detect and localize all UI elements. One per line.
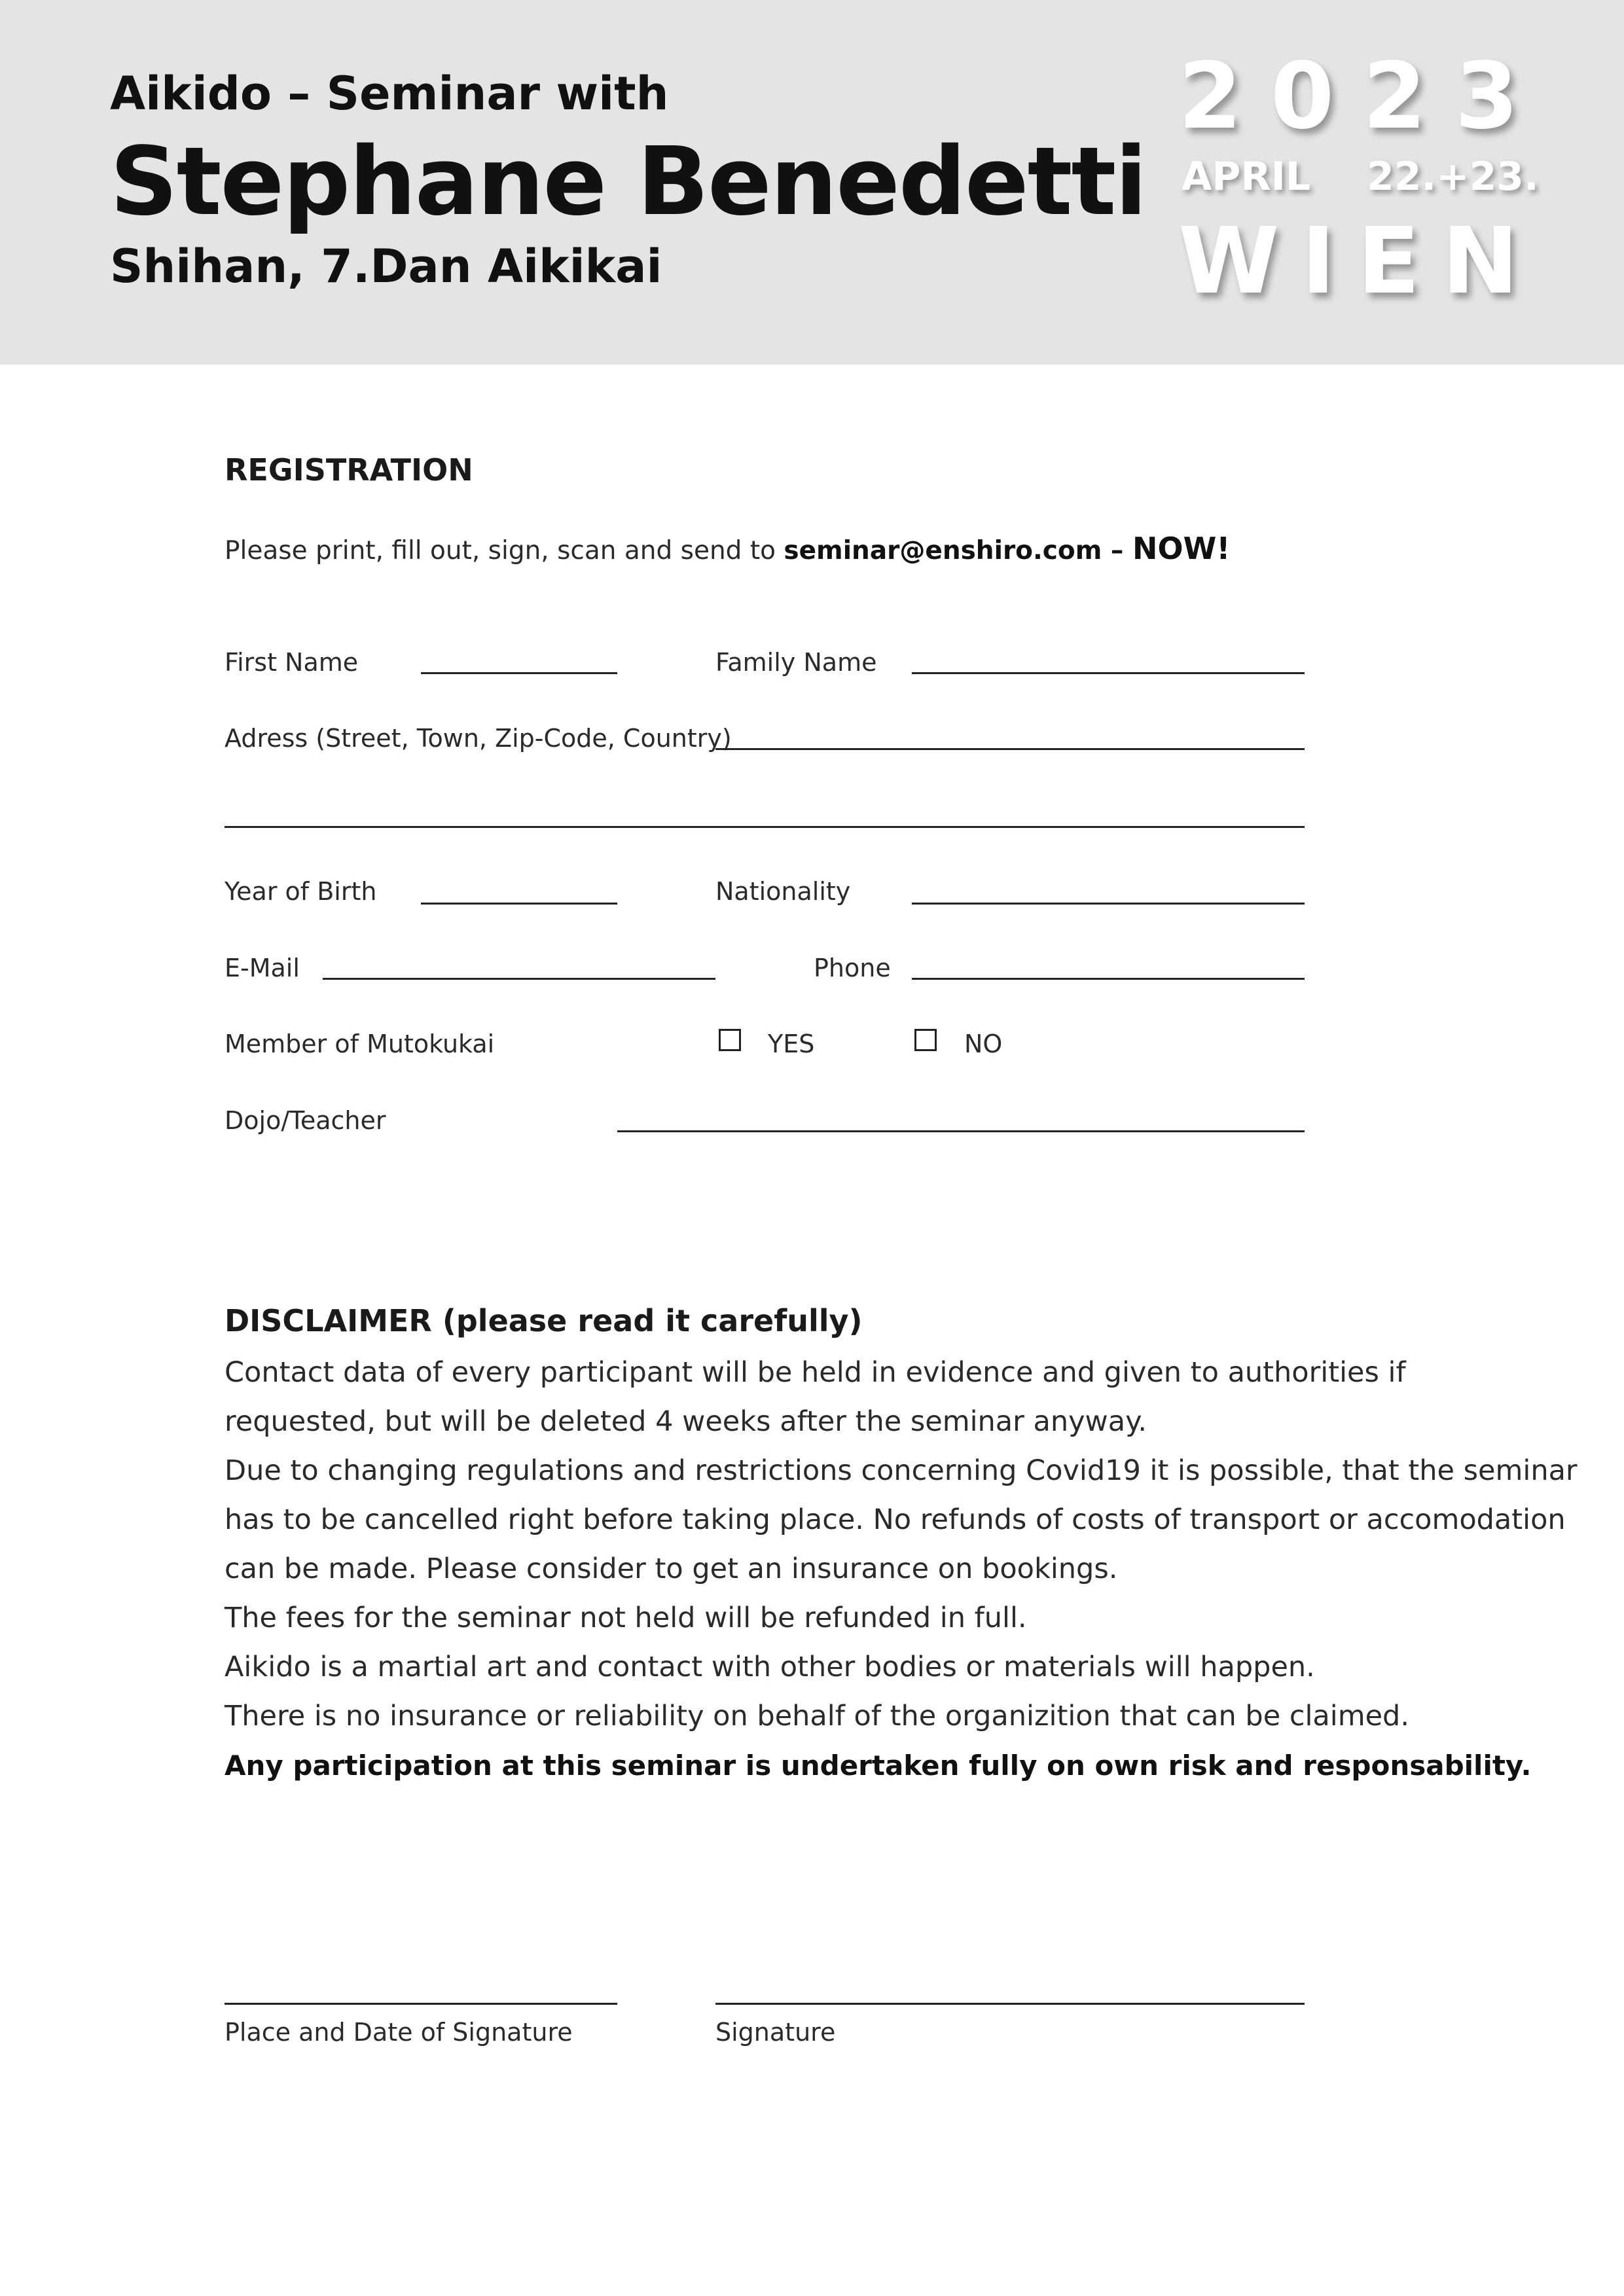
dojo-label: Dojo/Teacher: [225, 1106, 386, 1135]
year-of-birth-label: Year of Birth: [225, 877, 377, 906]
member-yes-checkbox[interactable]: [719, 1029, 741, 1051]
disclaimer-body: [225, 1348, 1578, 1790]
instruction-dash: –: [1102, 536, 1132, 565]
phone-label: Phone: [814, 954, 891, 982]
year-of-birth-field[interactable]: [421, 903, 617, 905]
event-days: 22.+23.: [1367, 154, 1539, 200]
instructor-rank: Shihan, 7.Dan Aikikai: [110, 240, 662, 293]
family-name-field[interactable]: [912, 672, 1305, 674]
header-banner: [0, 0, 1624, 365]
event-month: APRIL: [1182, 154, 1311, 200]
now-label: NOW!: [1132, 531, 1231, 566]
disclaimer-final-line: Any participation at this seminar is undertaken fully on own risk and responsability.: [225, 1749, 1532, 1782]
disclaimer-line: The fees for the seminar not held will be refunded in full.: [225, 1602, 1027, 1634]
instruction-text: Please print, fill out, sign, scan and send to: [225, 536, 784, 565]
contact-email: seminar@enshiro.com: [784, 536, 1102, 565]
place-date-label: Place and Date of Signature: [225, 2018, 573, 2047]
signature-label: Signature: [715, 2018, 836, 2047]
disclaimer-line: Aikido is a martial art and contact with other bodies or materials will happen.: [225, 1651, 1315, 1683]
dojo-field[interactable]: [617, 1130, 1305, 1132]
instructor-name: Stephane Benedetti: [110, 126, 1146, 236]
year-digit: 0: [1270, 43, 1335, 150]
place-date-field[interactable]: [225, 2003, 617, 2005]
year-digit: 3: [1454, 43, 1519, 150]
nationality-label: Nationality: [715, 877, 851, 906]
city-letter: E: [1357, 208, 1420, 315]
signature-field[interactable]: [715, 2003, 1305, 2005]
disclaimer-line: has to be cancelled right before taking place. No refunds of costs of transport or accomodation: [225, 1503, 1566, 1536]
disclaimer-line: There is no insurance or reliability on behalf of the organizition that can be claimed.: [225, 1700, 1410, 1732]
member-no-checkbox[interactable]: [914, 1029, 937, 1051]
year-digit: 2: [1362, 43, 1427, 150]
seminar-pretitle: Aikido – Seminar with: [110, 67, 669, 120]
member-yes-label: YES: [768, 1030, 815, 1058]
event-city: [1178, 208, 1519, 315]
phone-field[interactable]: [912, 978, 1305, 980]
event-year: [1178, 43, 1519, 150]
city-letter: I: [1301, 208, 1336, 315]
disclaimer-line: requested, but will be deleted 4 weeks after the seminar anyway.: [225, 1405, 1147, 1438]
address-field-line-2[interactable]: [225, 826, 1305, 828]
family-name-label: Family Name: [715, 648, 877, 677]
address-field[interactable]: [715, 748, 1305, 750]
address-label: Adress (Street, Town, Zip-Code, Country): [225, 724, 732, 753]
year-digit: 2: [1178, 43, 1242, 150]
first-name-label: First Name: [225, 648, 359, 677]
disclaimer-line: can be made. Please consider to get an insurance on bookings.: [225, 1552, 1118, 1585]
city-letter: N: [1441, 208, 1519, 315]
member-label: Member of Mutokukai: [225, 1030, 495, 1058]
registration-instructions: [225, 533, 1230, 564]
email-label: E-Mail: [225, 954, 300, 982]
disclaimer-line: Due to changing regulations and restrictions concerning Covid19 it is possible, that the seminar: [225, 1454, 1578, 1487]
disclaimer-title: DISCLAIMER (please read it carefully): [225, 1303, 863, 1338]
member-no-label: NO: [964, 1030, 1003, 1058]
registration-title: REGISTRATION: [225, 452, 473, 488]
nationality-field[interactable]: [912, 903, 1305, 905]
disclaimer-line: Contact data of every participant will be held in evidence and given to authorities if: [225, 1356, 1406, 1389]
first-name-field[interactable]: [421, 672, 617, 674]
email-field[interactable]: [323, 978, 715, 980]
city-letter: W: [1178, 208, 1280, 315]
